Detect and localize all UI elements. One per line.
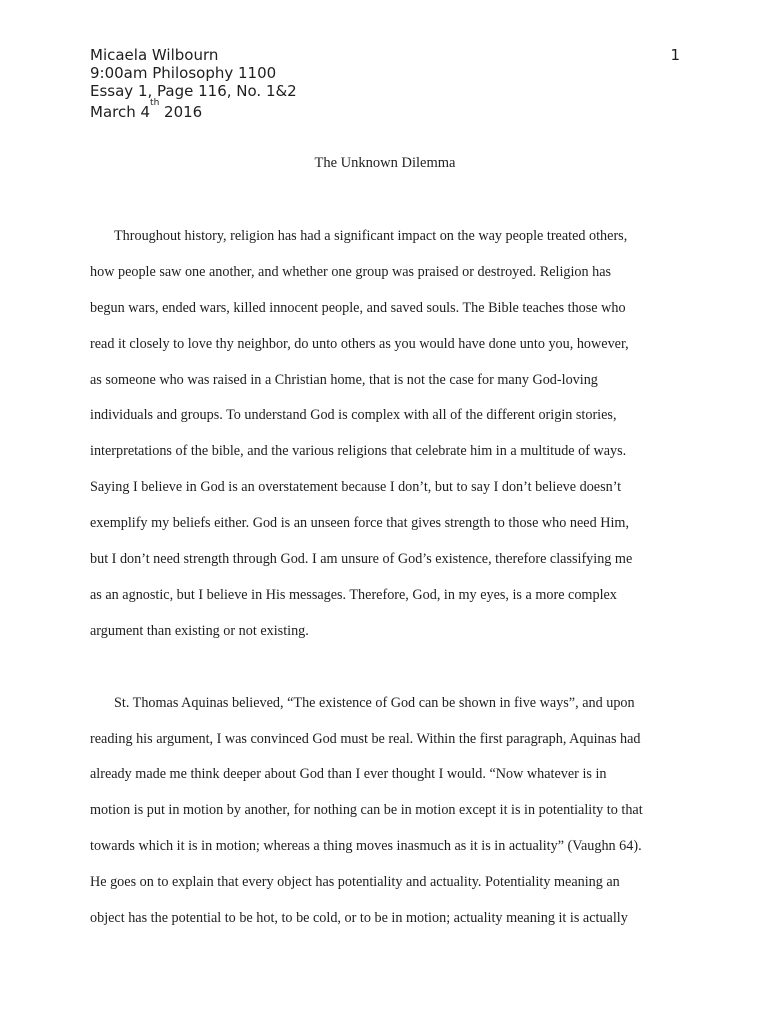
- date-line: [90, 100, 680, 121]
- author-name: Micaela Wilbourn: [90, 46, 219, 64]
- paragraph-line: He goes on to explain that every object has potentiality and actuality. Potentiality meaning an: [90, 874, 620, 891]
- paragraph-line: motion is put in motion by another, for nothing can be in motion except it is in potentiality to that: [90, 802, 643, 819]
- paragraph-1: [90, 223, 680, 654]
- paragraph-line: interpretations of the bible, and the various religions that celebrate him in a multitude of ways.: [90, 443, 627, 460]
- date-ordinal-suffix: th: [150, 98, 160, 108]
- essay-title: The Unknown Dilemma: [314, 155, 456, 171]
- paragraph-2: [90, 690, 680, 941]
- paragraph-line: reading his argument, I was convinced God must be real. Within the first paragraph, Aquinas had: [90, 730, 641, 747]
- paragraph-line: individuals and groups. To understand God is complex with all of the different origin stories,: [90, 407, 617, 424]
- paragraph-line: begun wars, ended wars, killed innocent people, and saved souls. The Bible teaches those who: [90, 299, 626, 316]
- paragraph-line: as an agnostic, but I believe in His messages. Therefore, God, in my eyes, is a more complex: [90, 586, 617, 603]
- date-month-day: March 4: [90, 103, 151, 121]
- date-year: 2016: [159, 103, 203, 121]
- paragraph-line: exemplify my beliefs either. God is an unseen force that gives strength to those who need Him,: [90, 515, 629, 532]
- page-number: 1: [670, 46, 680, 64]
- paragraph-line: Throughout history, religion has had a significant impact on the way people treated others,: [114, 228, 628, 244]
- paragraph-line: already made me think deeper about God than I ever thought I would. “Now whatever is in: [90, 766, 607, 783]
- paragraph-line: read it closely to love thy neighbor, do unto others as you would have done unto you, however,: [90, 335, 629, 352]
- paragraph-line: how people saw one another, and whether one group was praised or destroyed. Religion has: [90, 263, 612, 280]
- paragraph-line: towards which it is in motion; whereas a thing moves inasmuch as it is in actuality” (Vaughn 64).: [90, 838, 642, 855]
- essay-body: [90, 223, 680, 941]
- paragraph-line: argument than existing or not existing.: [90, 622, 309, 639]
- paragraph-line: Saying I believe in God is an overstatement because I don’t, but to say I don’t believe doesn’t: [90, 479, 622, 496]
- paragraph-line: St. Thomas Aquinas believed, “The existence of God can be shown in five ways”, and upon: [114, 694, 635, 711]
- document-header: [90, 46, 680, 121]
- assignment-line: Essay 1, Page 116, No. 1&2: [90, 82, 297, 100]
- paragraph-line: but I don’t need strength through God. I am unsure of God’s existence, therefore classifying me: [90, 551, 633, 568]
- paragraph-line: object has the potential to be hot, to be cold, or to be in motion; actuality meaning it is actually: [90, 910, 628, 927]
- paragraph-line: as someone who was raised in a Christian home, that is not the case for many God-loving: [90, 371, 598, 388]
- course-line: 9:00am Philosophy 1100: [90, 64, 277, 82]
